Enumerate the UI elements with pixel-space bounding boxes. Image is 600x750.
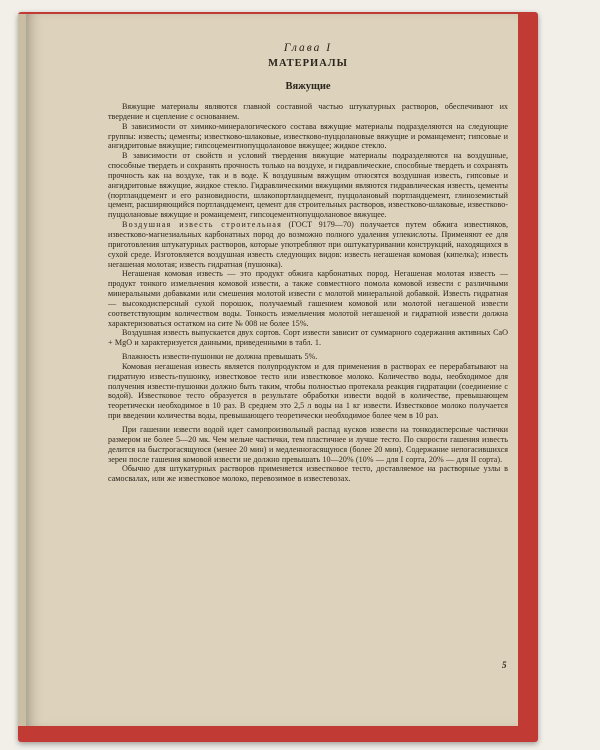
- paragraph: Воздушная известь выпускается двух сортов. Сорт извести зависит от суммарного содержания активных CaO + MgO и характеризуется данными, приведенными в табл. 1.: [108, 328, 508, 348]
- paragraph: При гашении извести водой идет самопроизвольный распад кусков извести на тонкодисперсные частички размером не более 5—20 мк. Чем мельче частички, тем пластичнее и лучше тесто. По скорости гашения известь делится на быстрогасящуюся (менее 20 мин) и медленногасящуюся (более 20 мин). Содержание непогасившихся зерен после гашения комовой извести не должно превышать 10—20% (10% — для I сорта, 20% — для II сорта).: [108, 425, 508, 464]
- chapter-label: Глава I: [283, 42, 333, 54]
- paragraph: Обычно для штукатурных растворов применяется известковое тесто, доставляемое на растворные узлы в самосвалах, или же известковое молоко, перевозимое в известевозах.: [108, 464, 508, 484]
- page-content: [108, 42, 508, 484]
- lime-term: Воздушная известь строительная: [122, 220, 283, 230]
- paragraph: [108, 220, 508, 269]
- paragraph: Вяжущие материалы являются главной составной частью штукатурных растворов, обеспечивают их твердение и сцепление с основанием.: [108, 102, 508, 121]
- paragraph: В зависимости от свойств и условий твердения вяжущие материалы подразделяются на воздушные, способные твердеть и сохранять прочность только на воздухе, и гидравлические, способные твердеть и сохранять прочность как на воздухе, так и в воде. К воздушным вяжущим относятся воздушная известь, гипсовые и ангидритовые вяжущие, жидкое стекло. Гидравлическими вяжущими являются гидравлическая известь, цементы (портландцемент и его разновидности, шлакопортландцемент, пуццолановый портландцемент, глиноземистый цемент, расширяющийся портландцемент, цемент для строительных растворов, известково-шлаковые, известково-пуццолановые вяжущие и романцемент, гипсоцементнопуццолановое вяжущее.: [108, 151, 508, 220]
- page-number: 5: [502, 660, 507, 670]
- paragraph: Негашеная комовая известь — это продукт обжига карбонатных пород. Негашеная молотая известь — продукт тонкого измельчения комовой извести, а также совместного помола комовой извести с различными минеральными добавками или смешения молотой извести с молотой минеральной добавкой. Известь гидратная — высокодисперсный сухой порошок, получаемый гашением комовой или молотой негашеной извести соответствующим количеством воды. Тонкость измельчения молотой негашеной и гидратной извести должна характеризоваться остатком на сите № 008 не более 15%.: [108, 269, 508, 328]
- paragraph: В зависимости от химико-минералогического состава вяжущие материалы подразделяются на следующие группы: известь; цементы; известково-шлаковые, известково-пуццолановые вяжущие и романцемент; гипсовые и ангидритовые вяжущие; гипсоцементнопуццолановое вяжущее; жидкое стекло.: [108, 121, 508, 151]
- book-page: [26, 14, 518, 726]
- paragraph: Комовая негашеная известь является полупродуктом и для применения в растворах ее перерабатывают на гидратную известь-пушонку, известковое тесто или известковое молоко. Количество воды, необходимое для получения извести-пушонки должно быть таким, чтобы полностью протекала реакция гидратации (соединение с водой). Известковое тесто образуется в результате обработки извести водой в количестве, превышающем теоретически необходимое в 10 раз. В среднем это 2,5 л воды на 1 кг извести. Известковое молоко получается при введении количества воды, превышающего теоретически необходимое более чем в 10 раз.: [108, 361, 508, 421]
- chapter-title: МАТЕРИАЛЫ: [268, 58, 348, 69]
- section-title: Вяжущие: [285, 81, 331, 92]
- paragraph: Влажность извести-пушонки не должна превышать 5%.: [122, 352, 318, 362]
- lime-text: (ГОСТ 9179—70) получается путем обжига известняков, известково-магнезиальных карбонатных пород до возможно полного удаления углекислоты. Применяют ее для приготовления штукатурных растворов, которые употребляют при оштукатуривании конструкций, находящихся в сухой среде. Изготовляется воздушная известь следующих видов: известь негашеная комовая (кипелка); известь негашеная молотая; известь гидратная (пушонка).: [108, 220, 508, 269]
